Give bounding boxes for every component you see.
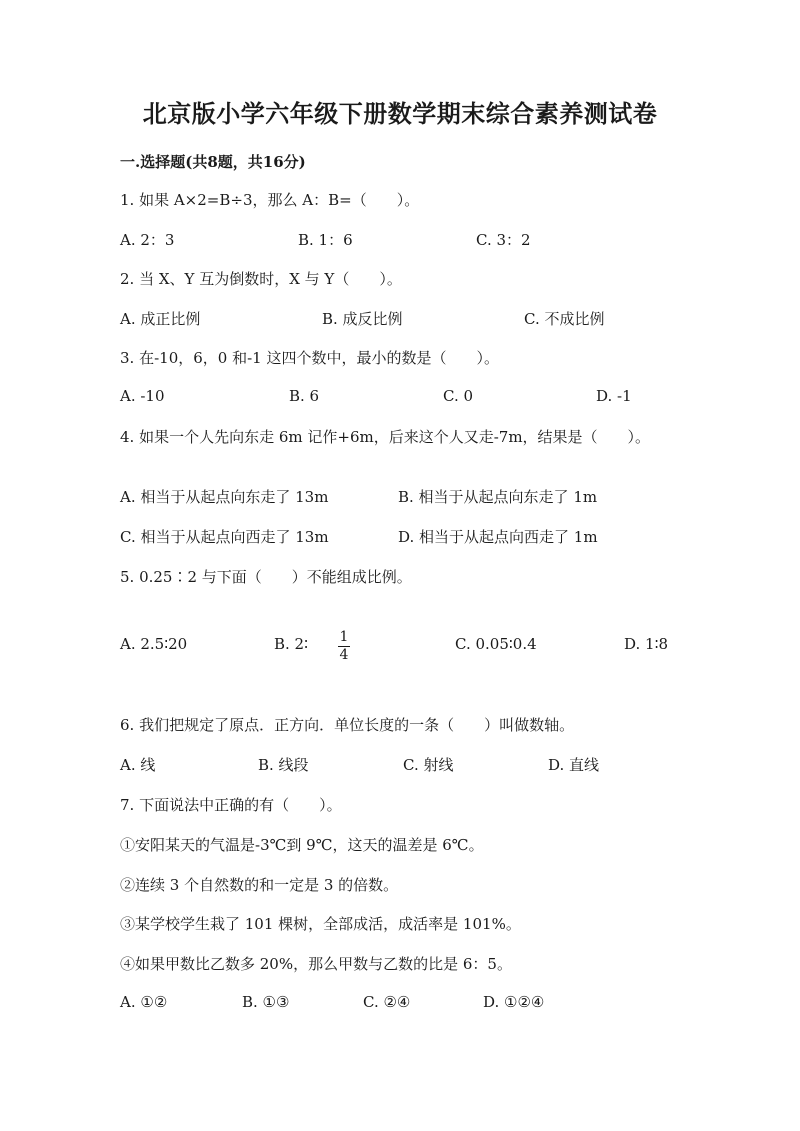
question-3-stem: 3. 在-10，6，0 和-1 这四个数中，最小的数是（ ）。	[120, 349, 499, 367]
question-7-option-d[interactable]: D. ①②④	[483, 993, 545, 1011]
question-2-stem: 2. 当 X、Y 互为倒数时，X 与 Y（ ）。	[120, 270, 402, 288]
question-3-option-b[interactable]: B. 6	[289, 387, 320, 405]
question-7-statement-1: ①安阳某天的气温是-3℃到 9℃，这天的温差是 6℃。	[120, 836, 484, 854]
question-4-stem: 4. 如果一个人先向东走 6m 记作+6m，后来这个人又走-7m，结果是（ ）。	[120, 428, 651, 446]
page-title: 北京版小学六年级下册数学期末综合素养测试卷	[142, 99, 658, 128]
question-6-option-d[interactable]: D. 直线	[548, 756, 600, 774]
question-5-option-c[interactable]: C. 0.05∶0.4	[455, 635, 537, 653]
question-7-option-a[interactable]: A. ①②	[120, 993, 168, 1011]
question-4-option-a[interactable]: A. 相当于从起点向东走了 13m	[120, 488, 329, 506]
question-7-statement-3: ③某学校学生栽了 101 棵树，全部成活，成活率是 101%。	[120, 915, 521, 933]
question-4-option-c[interactable]: C. 相当于从起点向西走了 13m	[120, 528, 329, 546]
question-6-option-b[interactable]: B. 线段	[258, 756, 309, 774]
question-5-stem: 5. 0.25∶2 与下面（ ）不能组成比例。	[120, 568, 412, 586]
question-2-option-c[interactable]: C. 不成比例	[524, 310, 605, 328]
question-7-option-b[interactable]: B. ①③	[242, 993, 290, 1011]
question-7-option-c[interactable]: C. ②④	[363, 993, 411, 1011]
fraction-numerator: 1	[339, 629, 349, 645]
section-heading: 一.选择题(共8题，共16分)	[120, 153, 306, 171]
question-1-option-c[interactable]: C. 3：2	[476, 231, 531, 249]
question-3-option-a[interactable]: A. -10	[120, 387, 165, 405]
question-6-option-c[interactable]: C. 射线	[403, 756, 454, 774]
question-5-option-d[interactable]: D. 1∶8	[624, 635, 669, 653]
question-1-option-a[interactable]: A. 2：3	[120, 231, 175, 249]
question-2-option-a[interactable]: A. 成正比例	[120, 310, 201, 328]
fraction-denominator: 4	[339, 647, 349, 663]
question-2-option-b[interactable]: B. 成反比例	[322, 310, 403, 328]
question-7-statement-4: ④如果甲数比乙数多 20%，那么甲数与乙数的比是 6：5。	[120, 955, 512, 973]
question-4-option-b[interactable]: B. 相当于从起点向东走了 1m	[398, 488, 598, 506]
question-3-option-c[interactable]: C. 0	[443, 387, 474, 405]
question-5-fraction	[338, 630, 350, 663]
question-5-option-b[interactable]: B. 2∶	[274, 635, 309, 653]
question-6-option-a[interactable]: A. 线	[120, 756, 156, 774]
question-3-option-d[interactable]: D. -1	[596, 387, 632, 405]
question-7-statement-2: ②连续 3 个自然数的和一定是 3 的倍数。	[120, 876, 399, 894]
question-7-stem: 7. 下面说法中正确的有（ ）。	[120, 796, 342, 814]
question-5-option-a[interactable]: A. 2.5∶20	[120, 635, 188, 653]
question-6-stem: 6. 我们把规定了原点．正方向．单位长度的一条（ ）叫做数轴。	[120, 716, 575, 734]
question-1-option-b[interactable]: B. 1：6	[298, 231, 353, 249]
question-1-stem: 1. 如果 A×2=B÷3，那么 A：B=（ ）。	[120, 191, 420, 209]
question-4-option-d[interactable]: D. 相当于从起点向西走了 1m	[398, 528, 598, 546]
